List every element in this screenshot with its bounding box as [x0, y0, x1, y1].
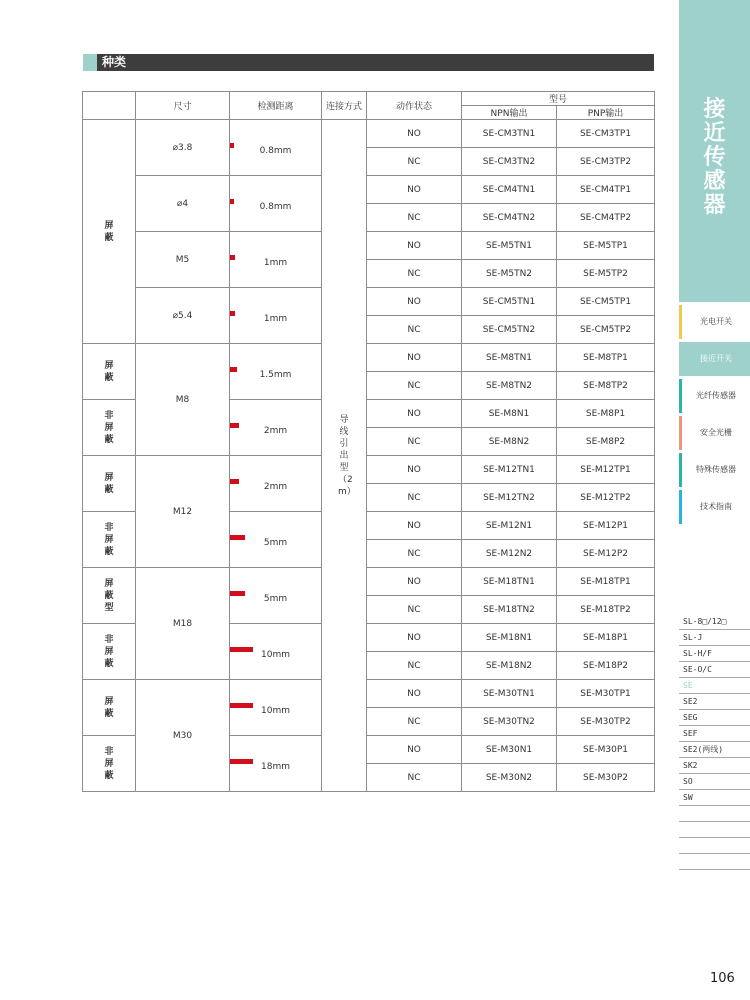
sidebar-title: 接近传感器	[703, 97, 726, 218]
table-row	[83, 176, 655, 204]
pnp-cell: SE-M5TP2	[557, 260, 655, 288]
category-cell	[83, 456, 136, 512]
pnp-cell: SE-M8P1	[557, 400, 655, 428]
category-cell	[83, 568, 136, 624]
category-cell	[83, 120, 136, 344]
distance-value: 1mm	[263, 257, 288, 268]
action-cell: NO	[367, 568, 462, 596]
header-npn: NPN输出	[462, 106, 557, 120]
action-cell: NO	[367, 400, 462, 428]
action-cell: NO	[367, 456, 462, 484]
series-empty-row	[679, 822, 750, 838]
distance-value: 18mm	[261, 761, 290, 772]
table-row	[83, 232, 655, 260]
action-cell: NC	[367, 148, 462, 176]
pnp-cell: SE-M8TP1	[557, 344, 655, 372]
npn-cell: SE-M18TN2	[462, 596, 557, 624]
series-item[interactable]: SO	[679, 774, 750, 790]
pnp-cell: SE-CM4TP2	[557, 204, 655, 232]
distance-value: 10mm	[261, 649, 290, 660]
distance-value: 5mm	[263, 593, 288, 604]
pnp-cell: SE-M18P1	[557, 624, 655, 652]
category-label: 屏蔽	[104, 220, 114, 243]
action-cell: NC	[367, 540, 462, 568]
series-item[interactable]: SL-J	[679, 630, 750, 646]
distance-cell	[230, 568, 322, 624]
pnp-cell: SE-M12P1	[557, 512, 655, 540]
category-label: 屏蔽	[104, 360, 114, 383]
series-item[interactable]: SEG	[679, 710, 750, 726]
pnp-cell: SE-M30P2	[557, 764, 655, 792]
size-cell: ⌀5.4	[136, 288, 230, 344]
distance-value: 10mm	[261, 705, 290, 716]
size-cell: M18	[136, 568, 230, 680]
category-label: 非屏蔽	[104, 634, 114, 669]
action-cell: NC	[367, 428, 462, 456]
category-cell	[83, 624, 136, 680]
size-cell: M5	[136, 232, 230, 288]
pnp-cell: SE-M18TP2	[557, 596, 655, 624]
category-cell	[83, 680, 136, 736]
series-item[interactable]: SE2	[679, 694, 750, 710]
sidebar-title-panel	[679, 0, 750, 302]
npn-cell: SE-M8N1	[462, 400, 557, 428]
distance-cell	[230, 512, 322, 568]
category-cell	[83, 344, 136, 400]
action-cell: NC	[367, 652, 462, 680]
series-item[interactable]: SW	[679, 790, 750, 806]
action-cell: NO	[367, 176, 462, 204]
sidebar-tab[interactable]: 光电开关	[679, 305, 750, 339]
action-cell: NO	[367, 120, 462, 148]
table-row	[83, 568, 655, 596]
series-empty-row	[679, 838, 750, 854]
series-item[interactable]: SE2(两线)	[679, 742, 750, 758]
distance-value: 1.5mm	[259, 369, 292, 380]
action-cell: NO	[367, 736, 462, 764]
npn-cell: SE-M8N2	[462, 428, 557, 456]
sidebar-tab[interactable]: 技术指南	[679, 490, 750, 524]
category-label: 非屏蔽	[104, 746, 114, 781]
sidebar-tab[interactable]: 接近开关	[679, 342, 750, 376]
category-cell	[83, 400, 136, 456]
series-item[interactable]: SL-H/F	[679, 646, 750, 662]
series-item[interactable]: SK2	[679, 758, 750, 774]
series-item[interactable]: SE	[679, 678, 750, 694]
pnp-cell: SE-CM3TP2	[557, 148, 655, 176]
pnp-cell: SE-M8TP2	[557, 372, 655, 400]
series-item[interactable]: SEF	[679, 726, 750, 742]
connection-cell	[322, 120, 367, 792]
action-cell: NO	[367, 288, 462, 316]
distance-value: 0.8mm	[259, 145, 292, 156]
sidebar-tab[interactable]: 特殊传感器	[679, 453, 750, 487]
npn-cell: SE-CM3TN2	[462, 148, 557, 176]
pnp-cell: SE-CM5TP1	[557, 288, 655, 316]
distance-value: 5mm	[263, 537, 288, 548]
npn-cell: SE-M30TN2	[462, 708, 557, 736]
sidebar-tab[interactable]: 光纤传感器	[679, 379, 750, 413]
npn-cell: SE-M5TN2	[462, 260, 557, 288]
distance-cell	[230, 624, 322, 680]
npn-cell: SE-M12TN2	[462, 484, 557, 512]
npn-cell: SE-CM3TN1	[462, 120, 557, 148]
distance-value: 1mm	[263, 313, 288, 324]
section-accent	[83, 54, 97, 71]
pnp-cell: SE-M30TP1	[557, 680, 655, 708]
table-row	[83, 288, 655, 316]
distance-cell	[230, 680, 322, 736]
distance-cell	[230, 120, 322, 176]
npn-cell: SE-M18N1	[462, 624, 557, 652]
table-row	[83, 456, 655, 484]
action-cell: NC	[367, 484, 462, 512]
action-cell: NC	[367, 316, 462, 344]
category-cell	[83, 736, 136, 792]
series-empty-row	[679, 806, 750, 822]
action-cell: NC	[367, 372, 462, 400]
table-row	[83, 344, 655, 372]
distance-cell	[230, 400, 322, 456]
npn-cell: SE-CM4TN2	[462, 204, 557, 232]
npn-cell: SE-M12N2	[462, 540, 557, 568]
header-pnp: PNP输出	[557, 106, 655, 120]
pnp-cell: SE-M18TP1	[557, 568, 655, 596]
action-cell: NC	[367, 708, 462, 736]
sidebar-tab[interactable]: 安全光栅	[679, 416, 750, 450]
size-cell: M8	[136, 344, 230, 456]
pnp-cell: SE-M8P2	[557, 428, 655, 456]
section-header	[83, 54, 654, 71]
spec-table	[82, 91, 655, 792]
action-cell: NO	[367, 344, 462, 372]
npn-cell: SE-CM5TN2	[462, 316, 557, 344]
header-category	[83, 92, 136, 120]
distance-value: 2mm	[263, 425, 288, 436]
npn-cell: SE-CM5TN1	[462, 288, 557, 316]
npn-cell: SE-M30TN1	[462, 680, 557, 708]
size-cell: M30	[136, 680, 230, 792]
npn-cell: SE-M8TN2	[462, 372, 557, 400]
section-title: 种类	[102, 55, 127, 69]
action-cell: NC	[367, 260, 462, 288]
size-cell: M12	[136, 456, 230, 568]
size-cell: ⌀3.8	[136, 120, 230, 176]
action-cell: NC	[367, 764, 462, 792]
pnp-cell: SE-M12TP2	[557, 484, 655, 512]
table-row	[83, 680, 655, 708]
npn-cell: SE-M18N2	[462, 652, 557, 680]
distance-cell	[230, 344, 322, 400]
series-item[interactable]: SE-O/C	[679, 662, 750, 678]
header-connection: 连接方式	[322, 92, 367, 120]
npn-cell: SE-M12TN1	[462, 456, 557, 484]
pnp-cell: SE-M12P2	[557, 540, 655, 568]
distance-value: 0.8mm	[259, 201, 292, 212]
action-cell: NO	[367, 512, 462, 540]
npn-cell: SE-M30N2	[462, 764, 557, 792]
pnp-cell: SE-M5TP1	[557, 232, 655, 260]
distance-value: 2mm	[263, 481, 288, 492]
category-label: 非屏蔽	[104, 410, 114, 445]
series-empty-row	[679, 854, 750, 870]
pnp-cell: SE-M18P2	[557, 652, 655, 680]
category-label: 屏蔽型	[104, 578, 114, 613]
pnp-cell: SE-M30P1	[557, 736, 655, 764]
category-label: 非屏蔽	[104, 522, 114, 557]
table-row	[83, 120, 655, 148]
action-cell: NC	[367, 596, 462, 624]
pnp-cell: SE-CM3TP1	[557, 120, 655, 148]
action-cell: NO	[367, 624, 462, 652]
category-label: 屏蔽	[104, 472, 114, 495]
distance-cell	[230, 232, 322, 288]
action-cell: NC	[367, 204, 462, 232]
pnp-cell: SE-CM5TP2	[557, 316, 655, 344]
npn-cell: SE-M5TN1	[462, 232, 557, 260]
distance-cell	[230, 456, 322, 512]
distance-cell	[230, 288, 322, 344]
category-label: 屏蔽	[104, 696, 114, 719]
npn-cell: SE-M30N1	[462, 736, 557, 764]
action-cell: NO	[367, 680, 462, 708]
action-cell: NO	[367, 232, 462, 260]
series-item[interactable]: SL-8□/12□	[679, 614, 750, 630]
distance-cell	[230, 176, 322, 232]
size-cell: ⌀4	[136, 176, 230, 232]
header-distance: 检测距离	[230, 92, 322, 120]
category-tabs	[679, 305, 750, 527]
npn-cell: SE-M18TN1	[462, 568, 557, 596]
connection-type: 导线引出型（2m）	[338, 414, 356, 497]
series-list	[679, 614, 750, 870]
header-action: 动作状态	[367, 92, 462, 120]
npn-cell: SE-M8TN1	[462, 344, 557, 372]
header-size: 尺寸	[136, 92, 230, 120]
pnp-cell: SE-M12TP1	[557, 456, 655, 484]
pnp-cell: SE-M30TP2	[557, 708, 655, 736]
npn-cell: SE-CM4TN1	[462, 176, 557, 204]
pnp-cell: SE-CM4TP1	[557, 176, 655, 204]
category-cell	[83, 512, 136, 568]
page-number: 106	[710, 971, 735, 986]
header-model: 型号	[462, 92, 655, 106]
distance-cell	[230, 736, 322, 792]
npn-cell: SE-M12N1	[462, 512, 557, 540]
